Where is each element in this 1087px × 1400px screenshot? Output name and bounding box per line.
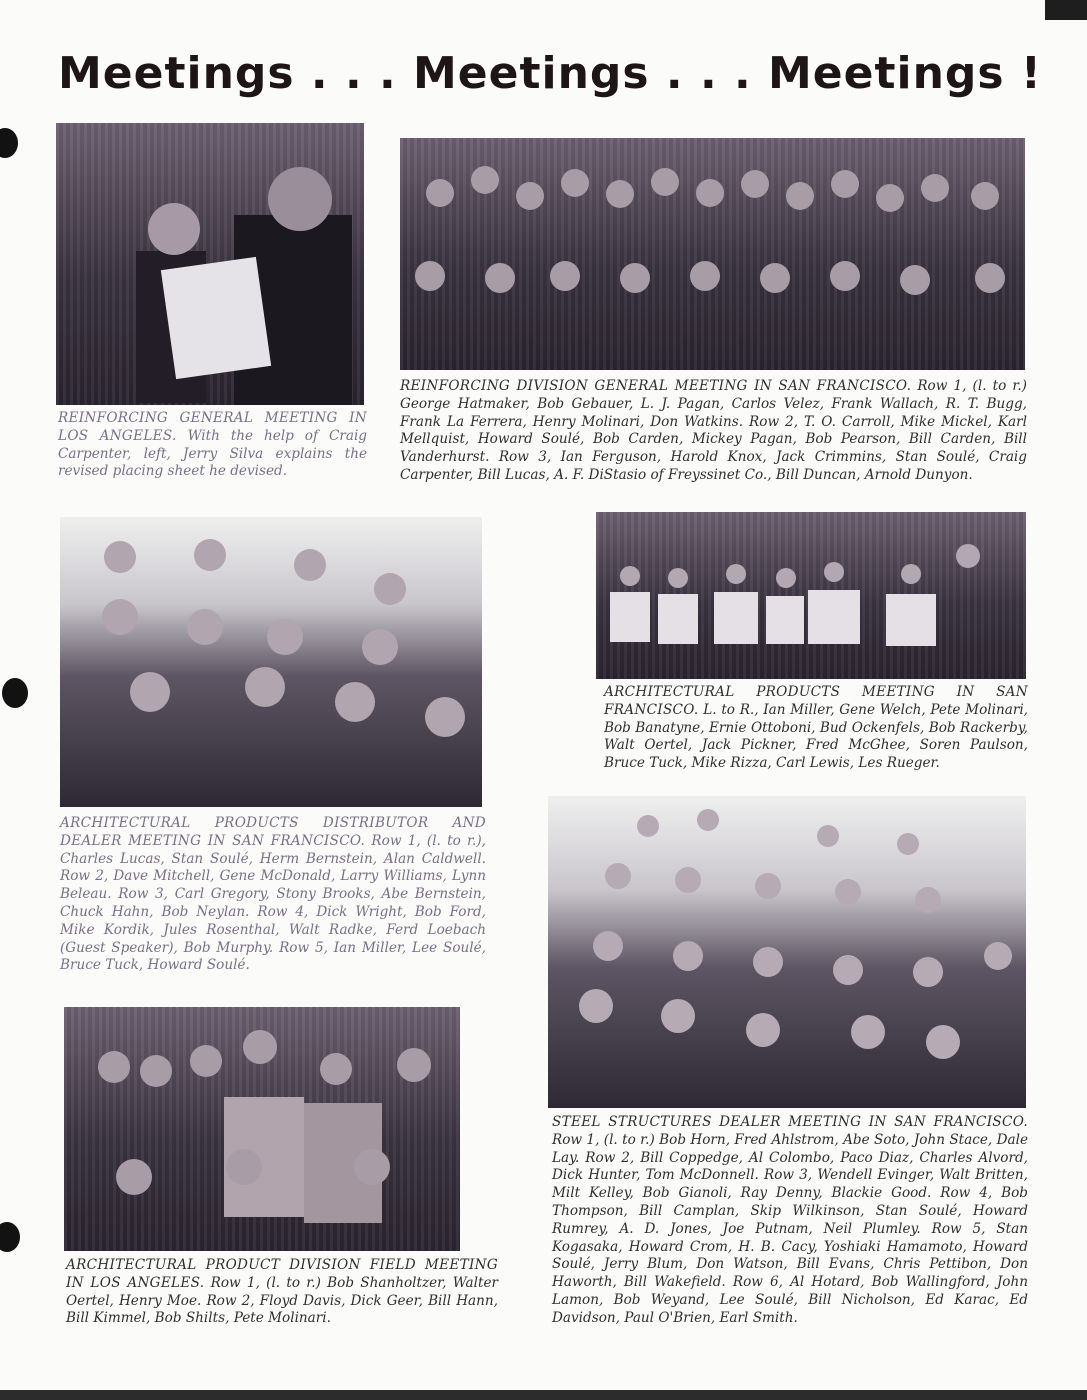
caption-reinforcing-la	[58, 410, 367, 481]
photo-arch-field-la	[64, 1007, 460, 1251]
photo-reinforcing-la	[56, 123, 364, 405]
photo-arch-sf	[596, 512, 1026, 679]
photo-steel-structures	[548, 796, 1026, 1108]
caption-arch-field-la	[66, 1257, 498, 1328]
caption-arch-distributor	[60, 815, 486, 975]
caption-arch-distributor-body: Row 1, (l. to r.), Charles Lucas, Stan Soulé, Herm Bernstein, Alan Caldwell. Row 2, Dave Mitchell, Gene McDonald, Larry Williams, Lynn Beleau. Row 3, Carl Gregory, Stony Brooks, Abe Bernstein, Chuck Hahn, Bob Neylan. Row 4, Dick Wright, Bob Ford, Mike Kordik, Jules Rosenthal, Walt Radke, Ferd Loebach (Guest Speaker), Bob Murphy. Row 5, Ian Miller, Lee Soulé, Bruce Tuck, Howard Soulé.	[60, 832, 486, 974]
caption-arch-distributor-lead: ARCHITECTURAL PRODUCTS DISTRIBUTOR AND DEALER MEETING IN SAN FRANCISCO.	[60, 815, 486, 849]
caption-arch-field-la-body: Row 1, (l. to r.) Bob Shanholtzer, Walter Oertel, Henry Moe. Row 2, Floyd Davis, Dick Geer, Bill Hann, Bill Kimmel, Bob Shilts, Pete Molinari.	[66, 1274, 499, 1327]
photo-reinforcing-sf	[400, 138, 1025, 370]
punch-hole-top	[0, 128, 18, 158]
corner-mark	[1045, 0, 1087, 20]
punch-hole-middle	[2, 678, 28, 708]
photo-arch-distributor	[60, 517, 482, 807]
caption-reinforcing-sf-lead: REINFORCING DIVISION GENERAL MEETING IN SAN FRANCISCO.	[400, 378, 912, 394]
caption-reinforcing-la-lead: REINFORCING GENERAL MEETING IN LOS ANGELES.	[58, 410, 367, 444]
caption-arch-sf	[604, 684, 1028, 773]
caption-arch-sf-lead: ARCHITECTURAL PRODUCTS MEETING IN SAN FRANCISCO.	[604, 684, 1028, 718]
caption-steel-structures-body: Row 1, (l. to r.) Bob Horn, Fred Ahlstrom, Abe Soto, John Stace, Dale Lay. Row 2, Bill Coppedge, Al Colombo, Paco Diaz, Charles Alvord, Dick Hunter, Tom McDonnell. Row 3, Wendell Evinger, Walt Britten, Milt Kelley, Bob Gianoli, Ray Denny, Blackie Good. Row 4, Bob Thompson, Bill Camplan, Skip Wilkinson, Stan Soulé, Howard Rumrey, A. D. Jones, Joe Putnam, Neil Plumley. Row 5, Stan Kogasaka, Howard Crom, H. B. Cacy, Yoshiaki Hamamoto, Howard Soulé, Jerry Blum, Don Watson, Bill Evans, Chris Pettibon, Don Haworth, Bill Wakefield. Row 6, Al Hotard, Bob Wallingford, John Lamon, Bob Weyand, Lee Soulé, Bill Nicholson, Ed Karac, Ed Davidson, Paul O'Brien, Earl Smith.	[552, 1131, 1028, 1326]
caption-arch-field-la-lead: ARCHITECTURAL PRODUCT DIVISION FIELD MEETING IN LOS ANGELES.	[66, 1257, 498, 1291]
caption-steel-structures-lead: STEEL STRUCTURES DEALER MEETING IN SAN FRANCISCO.	[552, 1114, 1028, 1130]
caption-reinforcing-sf-body: Row 1, (l. to r.) George Hatmaker, Bob Gebauer, L. J. Pagan, Carlos Velez, Frank Wallach, R. T. Bugg, Frank La Ferrera, Henry Molinari, Don Watkins. Row 2, T. O. Carroll, Mike Mickel, Karl Mellquist, Howard Soulé, Bob Carden, Mickey Pagan, Bob Pearson, Bill Carden, Bill Vanderhurst. Row 3, Ian Ferguson, Harold Knox, Jack Crimmins, Stan Soulé, Craig Carpenter, Bill Lucas, A. F. DiStasio of Freyssinet Co., Bill Duncan, Arnold Dunyon.	[400, 378, 1027, 483]
caption-reinforcing-la-body: With the help of Craig Carpenter, left, Jerry Silva explains the revised placing sheet he devised.	[58, 427, 368, 480]
caption-arch-sf-body: L. to R., Ian Miller, Gene Welch, Pete Molinari, Bob Banatyne, Ernie Ottoboni, Bud Ockenfels, Bob Rackerby, Walt Oertel, Jack Pickner, Fred McGhee, Soren Paulson, Bruce Tuck, Mike Rizza, Carl Lewis, Les Rueger.	[604, 701, 1028, 772]
caption-steel-structures	[552, 1114, 1028, 1328]
page-headline: Meetings . . . Meetings . . . Meetings !	[58, 48, 1043, 99]
page-bottom-edge	[0, 1390, 1087, 1400]
caption-reinforcing-sf	[400, 378, 1027, 485]
punch-hole-bottom	[0, 1222, 20, 1252]
